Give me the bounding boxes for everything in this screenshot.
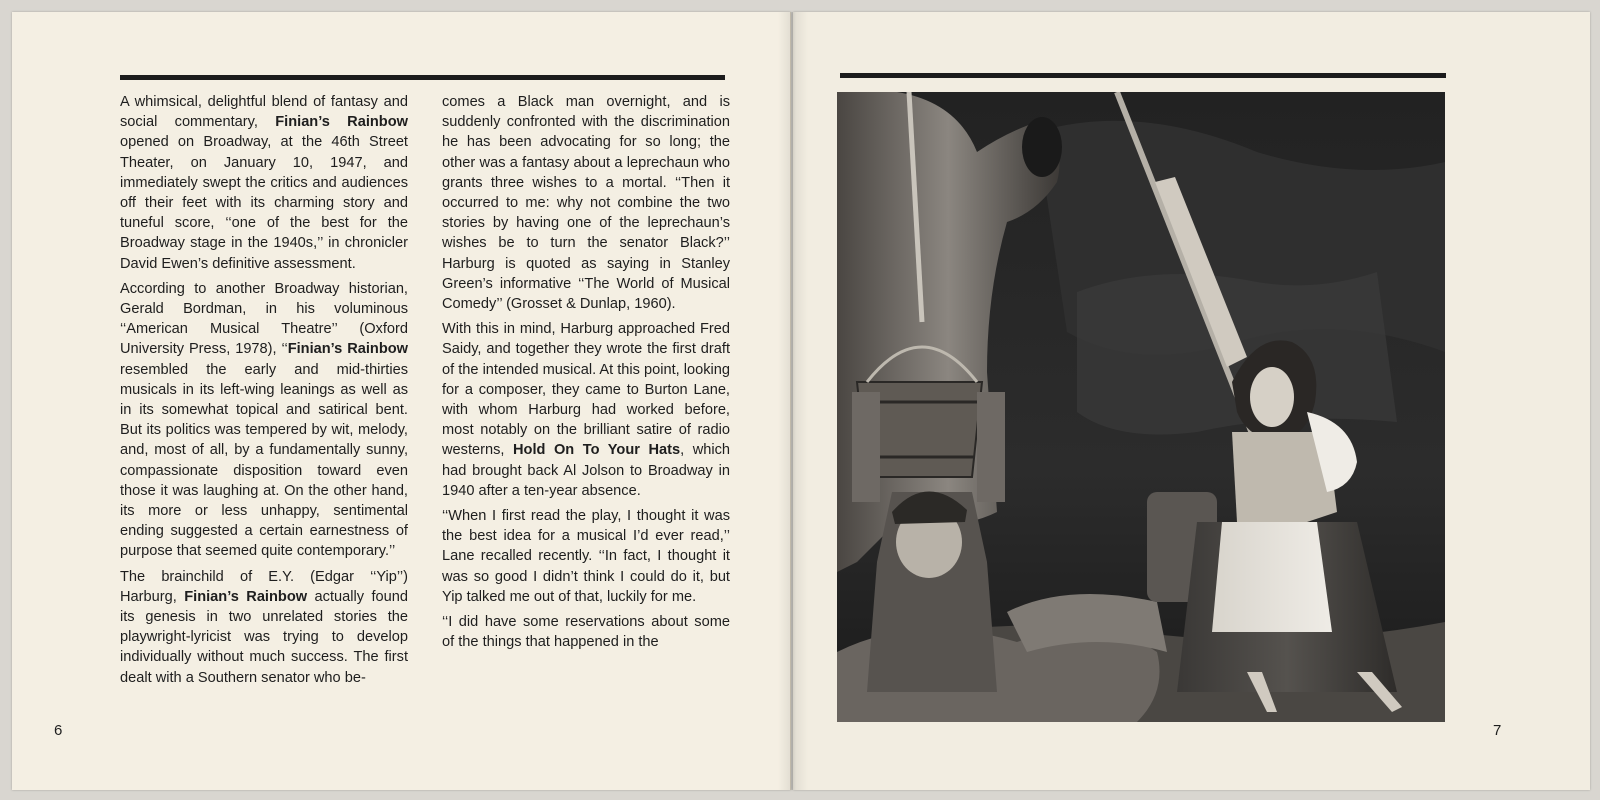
show-title: Hold On To Your Hats (513, 442, 681, 459)
paragraph: ‘‘When I first read the play, I thought it was the best idea for a musical I’d ever read,’’ Lane recalled recently. ‘‘In fact, I thought it was so good I didn’t think I could do it, but Yip talked me out of that, luckily for me. (442, 508, 730, 605)
woman-face (1250, 367, 1294, 427)
top-rule-right (840, 73, 1446, 78)
top-rule-left (120, 75, 725, 80)
man-right-arm (977, 392, 1005, 502)
page-number-right: 7 (1493, 722, 1502, 739)
paragraph: With this in mind, Harburg approached Fred Saidy, and together they wrote the first draft of the intended musical. At this point, looking for a composer, they came to Burton Lane, with whom Harburg had worked before, most notably on the brilliant satire of radio westerns, Hold On To Your Hats, which had brought back Al Jolson to Broadway in 1940 after a ten-year absence. (442, 321, 731, 499)
stage-photo-illustration (837, 92, 1445, 722)
woman-apron (1212, 522, 1332, 632)
text-column-1 (120, 92, 408, 693)
page-number-left: 6 (54, 722, 63, 739)
paragraph: The brainchild of E.Y. (Edgar ‘‘Yip’’) Harburg, Finian’s Rainbow actually found its genesis in two unrelated stories the playwright-lyricist was trying to develop individually without much success. The first dealt with a Southern senator who be- (120, 568, 408, 686)
tree-knot-hole (1022, 117, 1062, 177)
paragraph: A whimsical, delightful blend of fantasy and social commentary, Finian’s Rainbow opened on Broadway, at the 46th Street Theater, on January 10, 1947, and immediately swept the critics and audiences off their feet with its charming story and tuneful score, ‘‘one of the best for the Broadway stage in the 1940s,’’ in chronicler David Ewen’s definitive assessment. (120, 94, 408, 272)
paragraph: comes a Black man overnight, and is suddenly confronted with the discrimination he has been advocating for so long; the other was a fantasy about a leprechaun who grants three wishes to a mortal. ‘‘Then it occurred to me: why not combine the two stories by having one of the leprechaun’s wishes be to turn the senator Black?’’ Harburg is quoted as saying in Stanley Green’s informative ‘‘The World of Musical Comedy’’ (Grosset & Dunlap, 1960). (442, 94, 730, 313)
show-title: Finian’s Rainbow (287, 341, 408, 358)
stage-photo (837, 92, 1445, 722)
paragraph: According to another Broadway historian, Gerald Bordman, in his voluminous ‘‘American Musical Theatre’’ (Oxford University Press, 1978), ‘‘Finian’s Rainbow resembled the early and mid-thirties musicals in its left-wing leanings as well as in its somewhat topical and satirical bent. But its politics was tempered by wit, melody, and, most of all, by a fundamentally sunny, compassionate disposition toward even those it was laughing at. On the other hand, its more or less unhappy, sentimental ending suggested a certain earnestness of purpose that seemed quite contemporary.’’ (120, 280, 408, 560)
show-title: Finian’s Rainbow (275, 114, 408, 131)
man-left-arm (852, 392, 880, 502)
booklet-spread (12, 12, 1590, 790)
left-page (12, 12, 791, 790)
paragraph: ‘‘I did have some reservations about some of the things that happened in the (442, 614, 730, 651)
text-column-2 (442, 92, 730, 657)
show-title: Finian’s Rainbow (184, 588, 308, 605)
right-page (793, 12, 1590, 790)
